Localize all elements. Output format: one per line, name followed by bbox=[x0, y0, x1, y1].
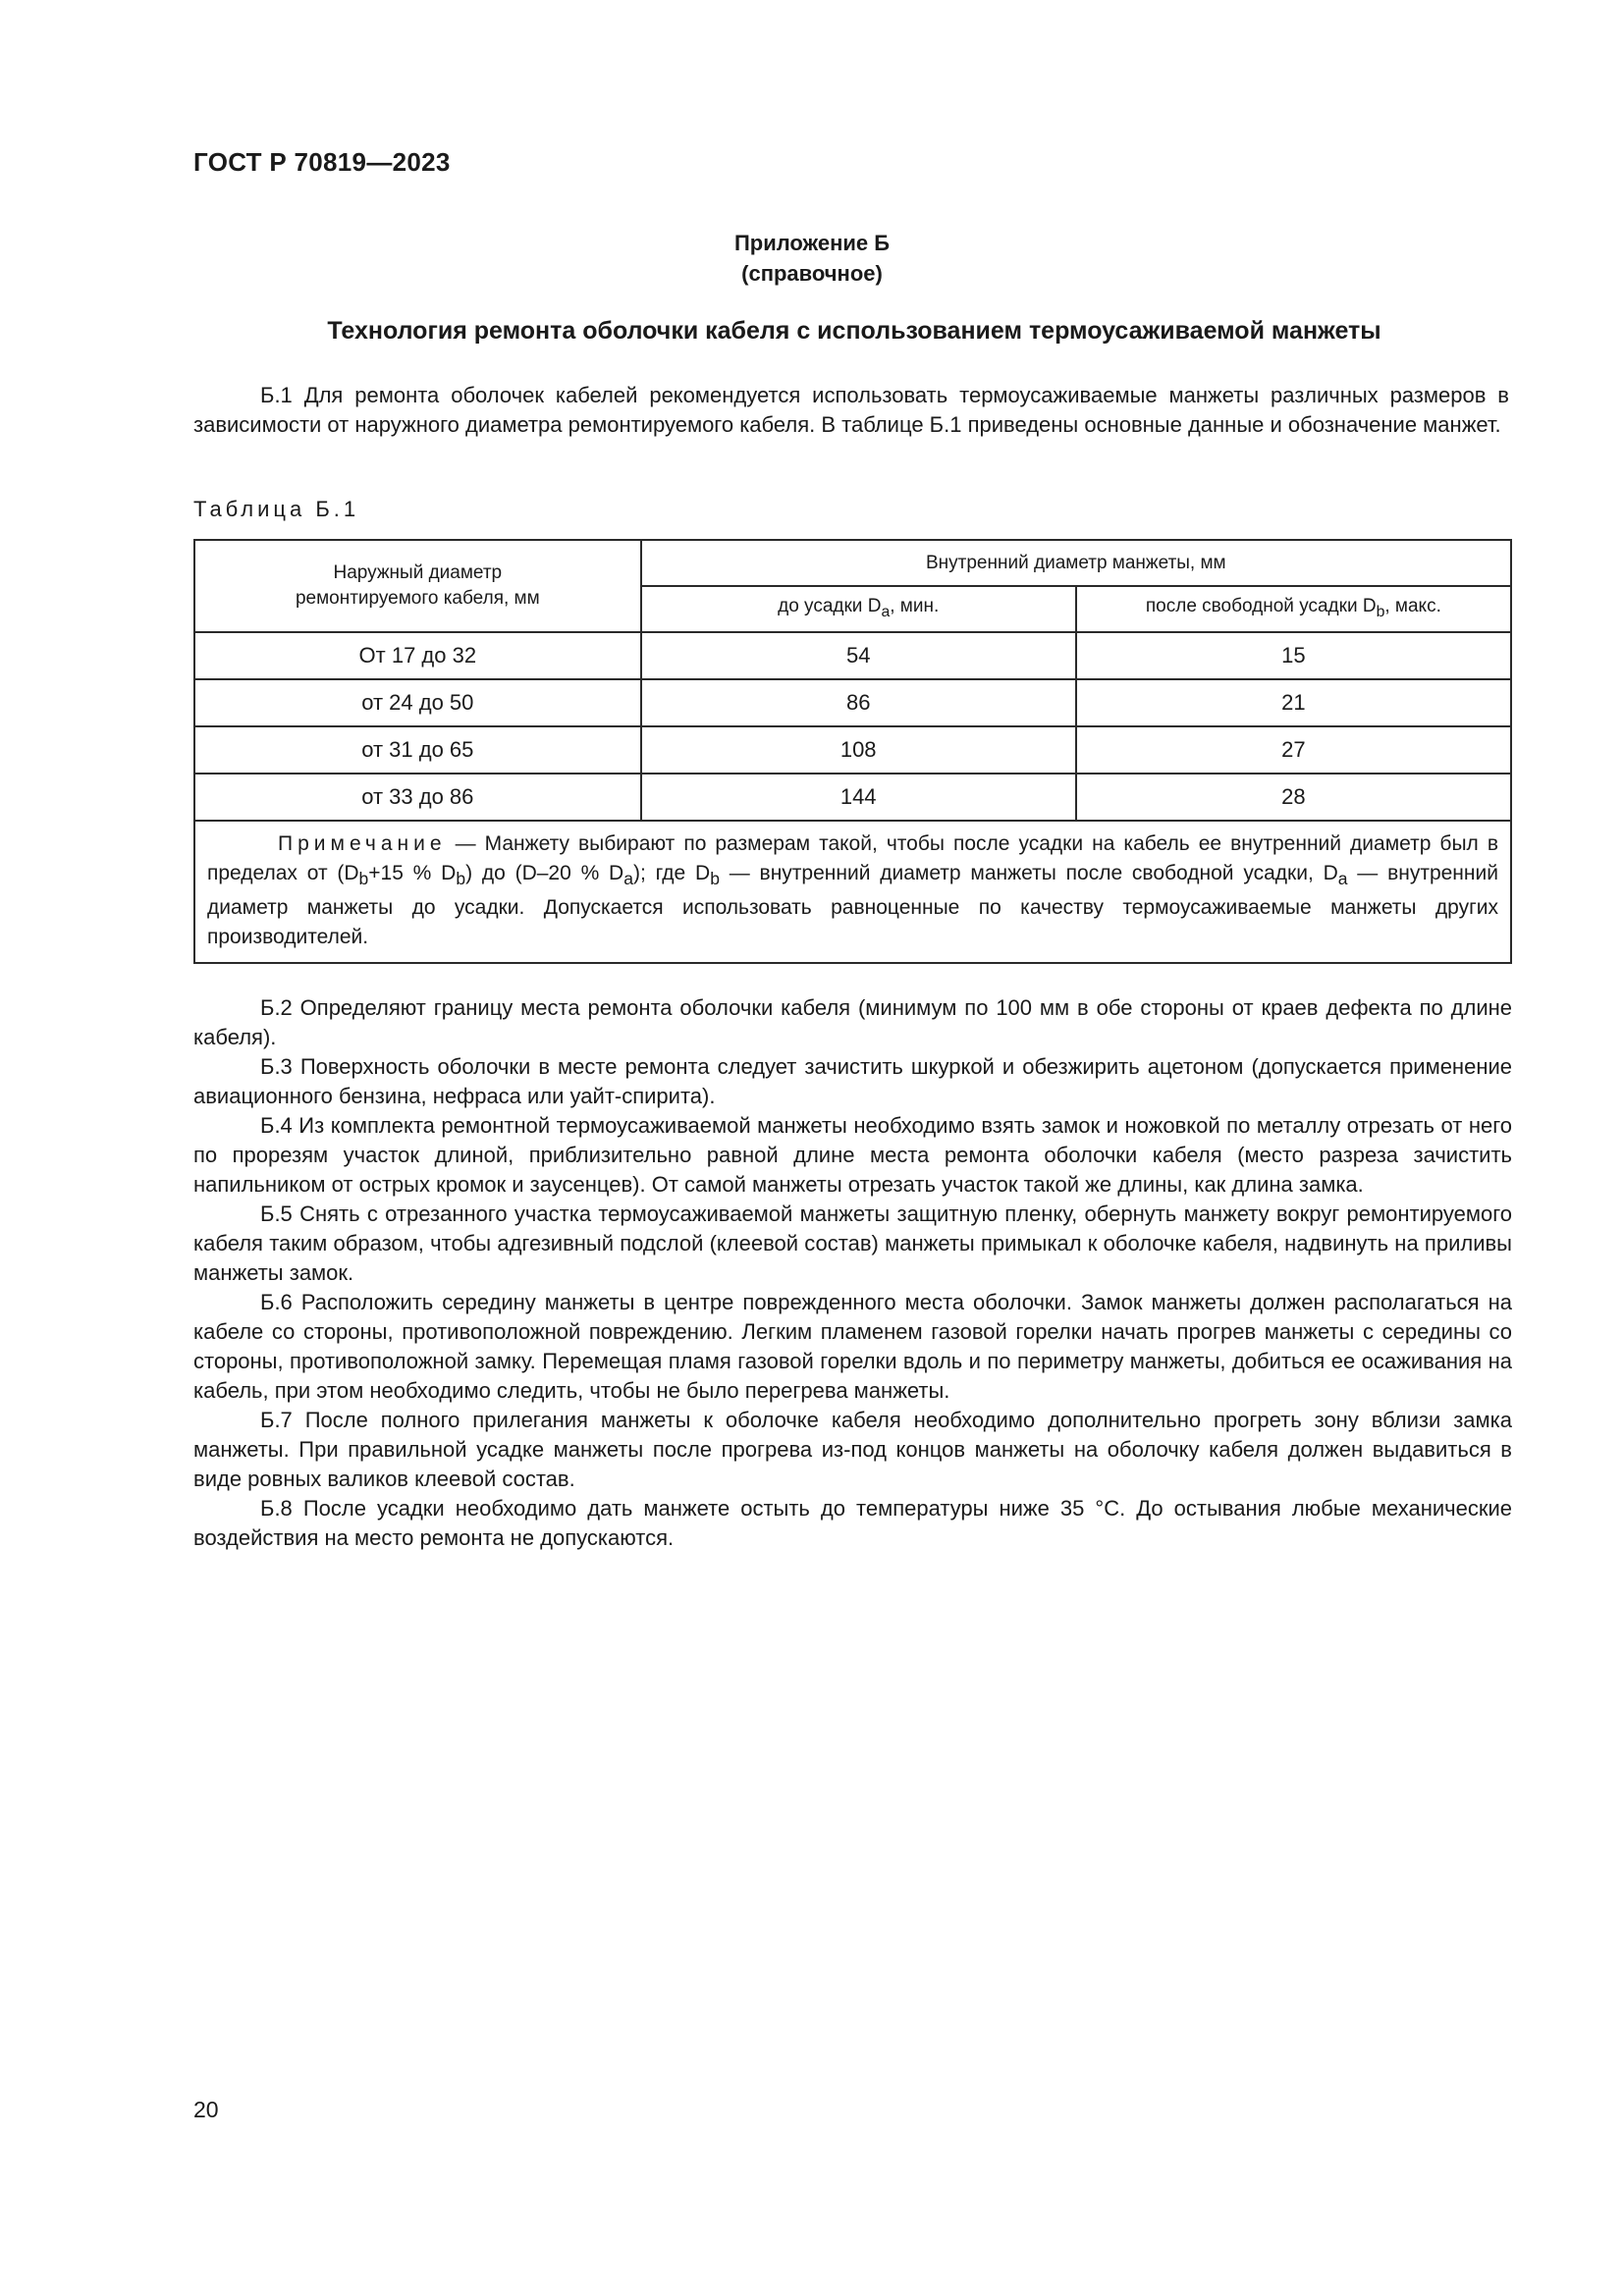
table-note: Примечание — Манжету выбирают по размерам такой, чтобы после усадки на кабель ее внутренний диаметр был в пределах от ($D_b+15$ % $D_b$) до (D–20 % $D_a$); где $D_b$ — внутренний диаметр манжеты после свободной усадки, $D_a$ — внутренний диаметр манжеты до усадки. Допускается использовать равноценные по качеству термоусаживаемые манжеты других производителей. bbox=[194, 821, 1511, 963]
paragraph-b8: Б.8 После усадки необходимо дать манжете остыть до температуры ниже 35 °С. До остывания любые механические воздействия на место ремонта не допускаются. bbox=[193, 1496, 1512, 1550]
header-outer-diameter: Наружный диаметр ремонтируемого кабеля, мм bbox=[194, 540, 641, 632]
cell-before: 86 bbox=[641, 679, 1076, 726]
table-row bbox=[194, 726, 1511, 774]
cell-after: 15 bbox=[1076, 632, 1511, 679]
cell-before: 108 bbox=[641, 726, 1076, 774]
cell-before: 144 bbox=[641, 774, 1076, 821]
body-text bbox=[193, 993, 1512, 1553]
paragraph-b7: Б.7 После полного прилегания манжеты к оболочке кабеля необходимо дополнительно прогреть зону вблизи замка манжеты. При правильной усадке манжеты после прогрева из-под концов манжеты на оболочку кабеля должен выдавиться в виде ровных валиков клеевой состав. bbox=[193, 1408, 1512, 1491]
cell-after: 27 bbox=[1076, 726, 1511, 774]
table-row bbox=[194, 632, 1511, 679]
cuff-table bbox=[193, 539, 1512, 964]
cell-range: от 24 до 50 bbox=[194, 679, 641, 726]
table-caption: Таблица Б.1 bbox=[193, 497, 360, 521]
appendix-title: Приложение Б bbox=[733, 231, 891, 255]
header-inner-diameter: Внутренний диаметр манжеты, мм bbox=[641, 540, 1511, 586]
note-label: Примечание bbox=[278, 832, 447, 855]
header-after-shrink: после свободной усадки $D_b$, макс. bbox=[1076, 586, 1511, 632]
document-code: ГОСТ Р 70819—2023 bbox=[193, 147, 451, 177]
cell-range: От 17 до 32 bbox=[194, 632, 641, 679]
cell-after: 28 bbox=[1076, 774, 1511, 821]
table-row bbox=[194, 774, 1511, 821]
appendix-subtitle: (справочное) bbox=[741, 261, 883, 286]
paragraph-b4: Б.4 Из комплекта ремонтной термоусаживаемой манжеты необходимо взять замок и ножовкой по металлу отрезать от него по прорезям участок длиной, приблизительно равной длине места ремонта оболочки кабеля (место разреза зачистить напильником от острых кромок и заусенцев). От самой манжеты отрезать участок такой же длины, как длина замка. bbox=[193, 1113, 1512, 1197]
cell-range: от 31 до 65 bbox=[194, 726, 641, 774]
section-title: Технология ремонта оболочки кабеля с использованием термоусаживаемой манжеты bbox=[327, 317, 1381, 345]
intro-paragraph bbox=[193, 381, 1509, 440]
page-number: 20 bbox=[193, 2097, 219, 2122]
paragraph-b2: Б.2 Определяют границу места ремонта оболочки кабеля (минимум по 100 мм в обе стороны от краев дефекта по длине кабеля). bbox=[193, 995, 1512, 1049]
cell-after: 21 bbox=[1076, 679, 1511, 726]
header-before-shrink: до усадки $D_a$, мин. bbox=[641, 586, 1076, 632]
paragraph-b6: Б.6 Расположить середину манжеты в центре поврежденного места оболочки. Замок манжеты должен располагаться на кабеле со стороны, противоположной повреждению. Легким пламенем газовой горелки начать прогрев манжеты с середины со стороны, противоположной замку. Перемещая пламя газовой горелки вдоль и по периметру манжеты, добиться ее осаживания на кабель, при этом необходимо следить, чтобы не было перегрева манжеты. bbox=[193, 1290, 1512, 1403]
paragraph-b3: Б.3 Поверхность оболочки в месте ремонта следует зачистить шкуркой и обезжирить ацетоном (допускается применение авиационного бензина, нефраса или уайт-спирита). bbox=[193, 1054, 1512, 1108]
appendix-heading bbox=[0, 228, 1624, 289]
paragraph-b5: Б.5 Снять с отрезанного участка термоусаживаемой манжеты защитную пленку, обернуть манжету вокруг ремонтируемого кабеля таким образом, чтобы адгезивный подслой (клеевой состав) манжеты примыкал к оболочке кабеля, надвинуть на приливы манжеты замок. bbox=[193, 1201, 1512, 1285]
paragraph-b1: Б.1 Для ремонта оболочек кабелей рекомендуется использовать термоусаживаемые манжеты различных размеров в зависимости от наружного диаметра ремонтируемого кабеля. В таблице Б.1 приведены основные данные и обозначение манжет. bbox=[193, 383, 1509, 437]
table-row bbox=[194, 679, 1511, 726]
cell-before: 54 bbox=[641, 632, 1076, 679]
cell-range: от 33 до 86 bbox=[194, 774, 641, 821]
